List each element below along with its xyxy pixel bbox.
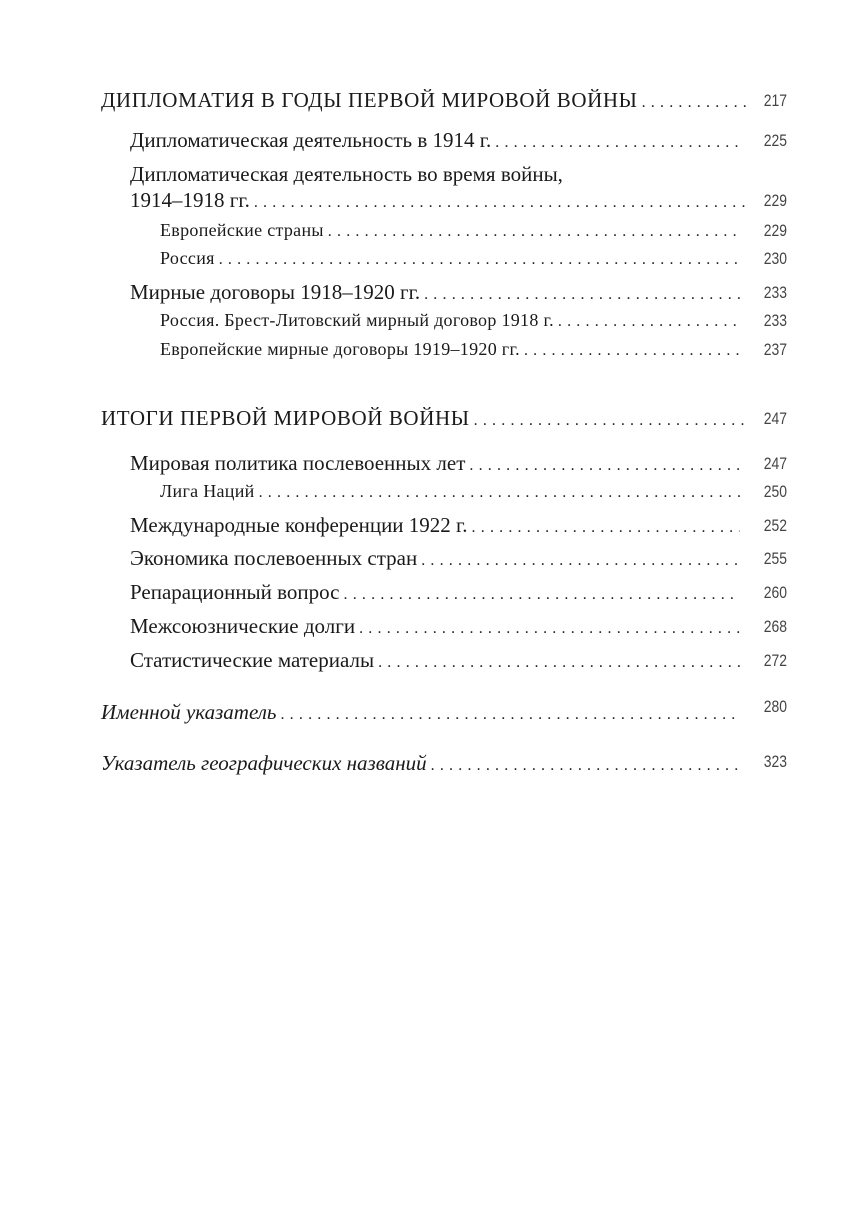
toc-entry-title-line2: 1914–1918 гг. bbox=[130, 188, 254, 213]
toc-entry-title: ИТОГИ ПЕРВОЙ МИРОВОЙ ВОЙНЫ bbox=[101, 406, 474, 431]
toc-section-results[interactable] bbox=[0, 406, 857, 432]
dot-leader bbox=[359, 620, 740, 638]
toc-entry[interactable] bbox=[0, 513, 857, 539]
toc-page-number: 233 bbox=[763, 283, 787, 302]
toc-entry-title-line1: Дипломатическая деятельность во время войны, bbox=[130, 162, 563, 186]
toc-entry-title: Россия. Брест-Литовский мирный договор 1918 г. bbox=[160, 310, 558, 331]
toc-page-number: 229 bbox=[763, 191, 787, 210]
toc-entry-title: Репарационный вопрос bbox=[130, 580, 344, 605]
toc-section-diplomacy[interactable] bbox=[0, 88, 857, 114]
toc-page-number: 247 bbox=[763, 454, 787, 473]
toc-page-number: 217 bbox=[763, 91, 787, 110]
dot-leader bbox=[558, 313, 740, 331]
dot-leader bbox=[469, 457, 740, 475]
toc-entry[interactable] bbox=[0, 451, 857, 477]
toc-entry-title: ДИПЛОМАТИЯ В ГОДЫ ПЕРВОЙ МИРОВОЙ ВОЙНЫ bbox=[101, 88, 642, 113]
toc-entry[interactable] bbox=[0, 339, 857, 365]
toc-entry-title: Россия bbox=[160, 248, 219, 269]
dot-leader bbox=[524, 342, 740, 360]
toc-entry[interactable] bbox=[0, 481, 857, 507]
dot-leader bbox=[642, 94, 746, 112]
toc-entry-title: Межсоюзнические долги bbox=[130, 614, 359, 639]
toc-entry-title: Мирные договоры 1918–1920 гг. bbox=[130, 280, 424, 305]
toc-entry[interactable] bbox=[0, 614, 857, 640]
toc-entry-title: Лига Наций bbox=[160, 481, 259, 502]
dot-leader bbox=[431, 757, 740, 775]
toc-page-number: 225 bbox=[763, 131, 787, 150]
toc-entry[interactable] bbox=[0, 248, 857, 274]
toc-page-number: 247 bbox=[763, 409, 787, 428]
dot-leader bbox=[328, 223, 740, 241]
toc-entry-title: Именной указатель bbox=[101, 700, 280, 725]
dot-leader bbox=[280, 706, 740, 724]
dot-leader bbox=[219, 251, 740, 269]
toc-page-number: 260 bbox=[763, 583, 787, 602]
toc-entry-title: Европейские страны bbox=[160, 220, 328, 241]
toc-page-number: 229 bbox=[763, 221, 787, 240]
toc-entry[interactable] bbox=[0, 580, 857, 606]
toc-page-number: 233 bbox=[763, 311, 787, 330]
toc-entry-title: Европейские мирные договоры 1919–1920 гг. bbox=[160, 339, 524, 360]
dot-leader bbox=[254, 194, 750, 212]
toc-entry-title: Дипломатическая деятельность в 1914 г. bbox=[130, 128, 495, 153]
toc-page-number: 237 bbox=[763, 340, 787, 359]
toc-index-names[interactable] bbox=[0, 697, 857, 726]
toc-entry[interactable] bbox=[0, 648, 857, 674]
toc-page-number: 323 bbox=[763, 752, 787, 771]
toc-entry-title: Указатель географических названий bbox=[101, 751, 431, 776]
dot-leader bbox=[259, 484, 740, 502]
toc-entry-title: Экономика послевоенных стран bbox=[130, 546, 421, 571]
toc-entry-title: Статистические материалы bbox=[130, 648, 378, 673]
toc-page-number: 272 bbox=[763, 651, 787, 670]
toc-entry[interactable] bbox=[0, 128, 857, 154]
dot-leader bbox=[344, 586, 740, 604]
dot-leader bbox=[424, 286, 740, 304]
toc-entry[interactable] bbox=[0, 546, 857, 572]
toc-page-number: 252 bbox=[763, 516, 787, 535]
toc-entry[interactable] bbox=[0, 310, 857, 336]
toc-page-number: 255 bbox=[763, 549, 787, 568]
toc-entry[interactable] bbox=[0, 162, 857, 214]
toc-page-number: 268 bbox=[763, 617, 787, 636]
toc-page-number: 250 bbox=[763, 482, 787, 501]
dot-leader bbox=[495, 134, 740, 152]
toc-page-number: 280 bbox=[763, 697, 787, 716]
dot-leader bbox=[378, 654, 740, 672]
toc-page-number: 230 bbox=[763, 249, 787, 268]
toc-entry-title: Мировая политика послевоенных лет bbox=[130, 451, 469, 476]
toc-entry[interactable] bbox=[0, 220, 857, 246]
toc-index-geo[interactable] bbox=[0, 751, 857, 777]
dot-leader bbox=[472, 519, 740, 537]
dot-leader bbox=[421, 552, 740, 570]
toc-entry-title: Международные конференции 1922 г. bbox=[130, 513, 472, 538]
toc-entry[interactable] bbox=[0, 280, 857, 306]
dot-leader bbox=[474, 412, 746, 430]
